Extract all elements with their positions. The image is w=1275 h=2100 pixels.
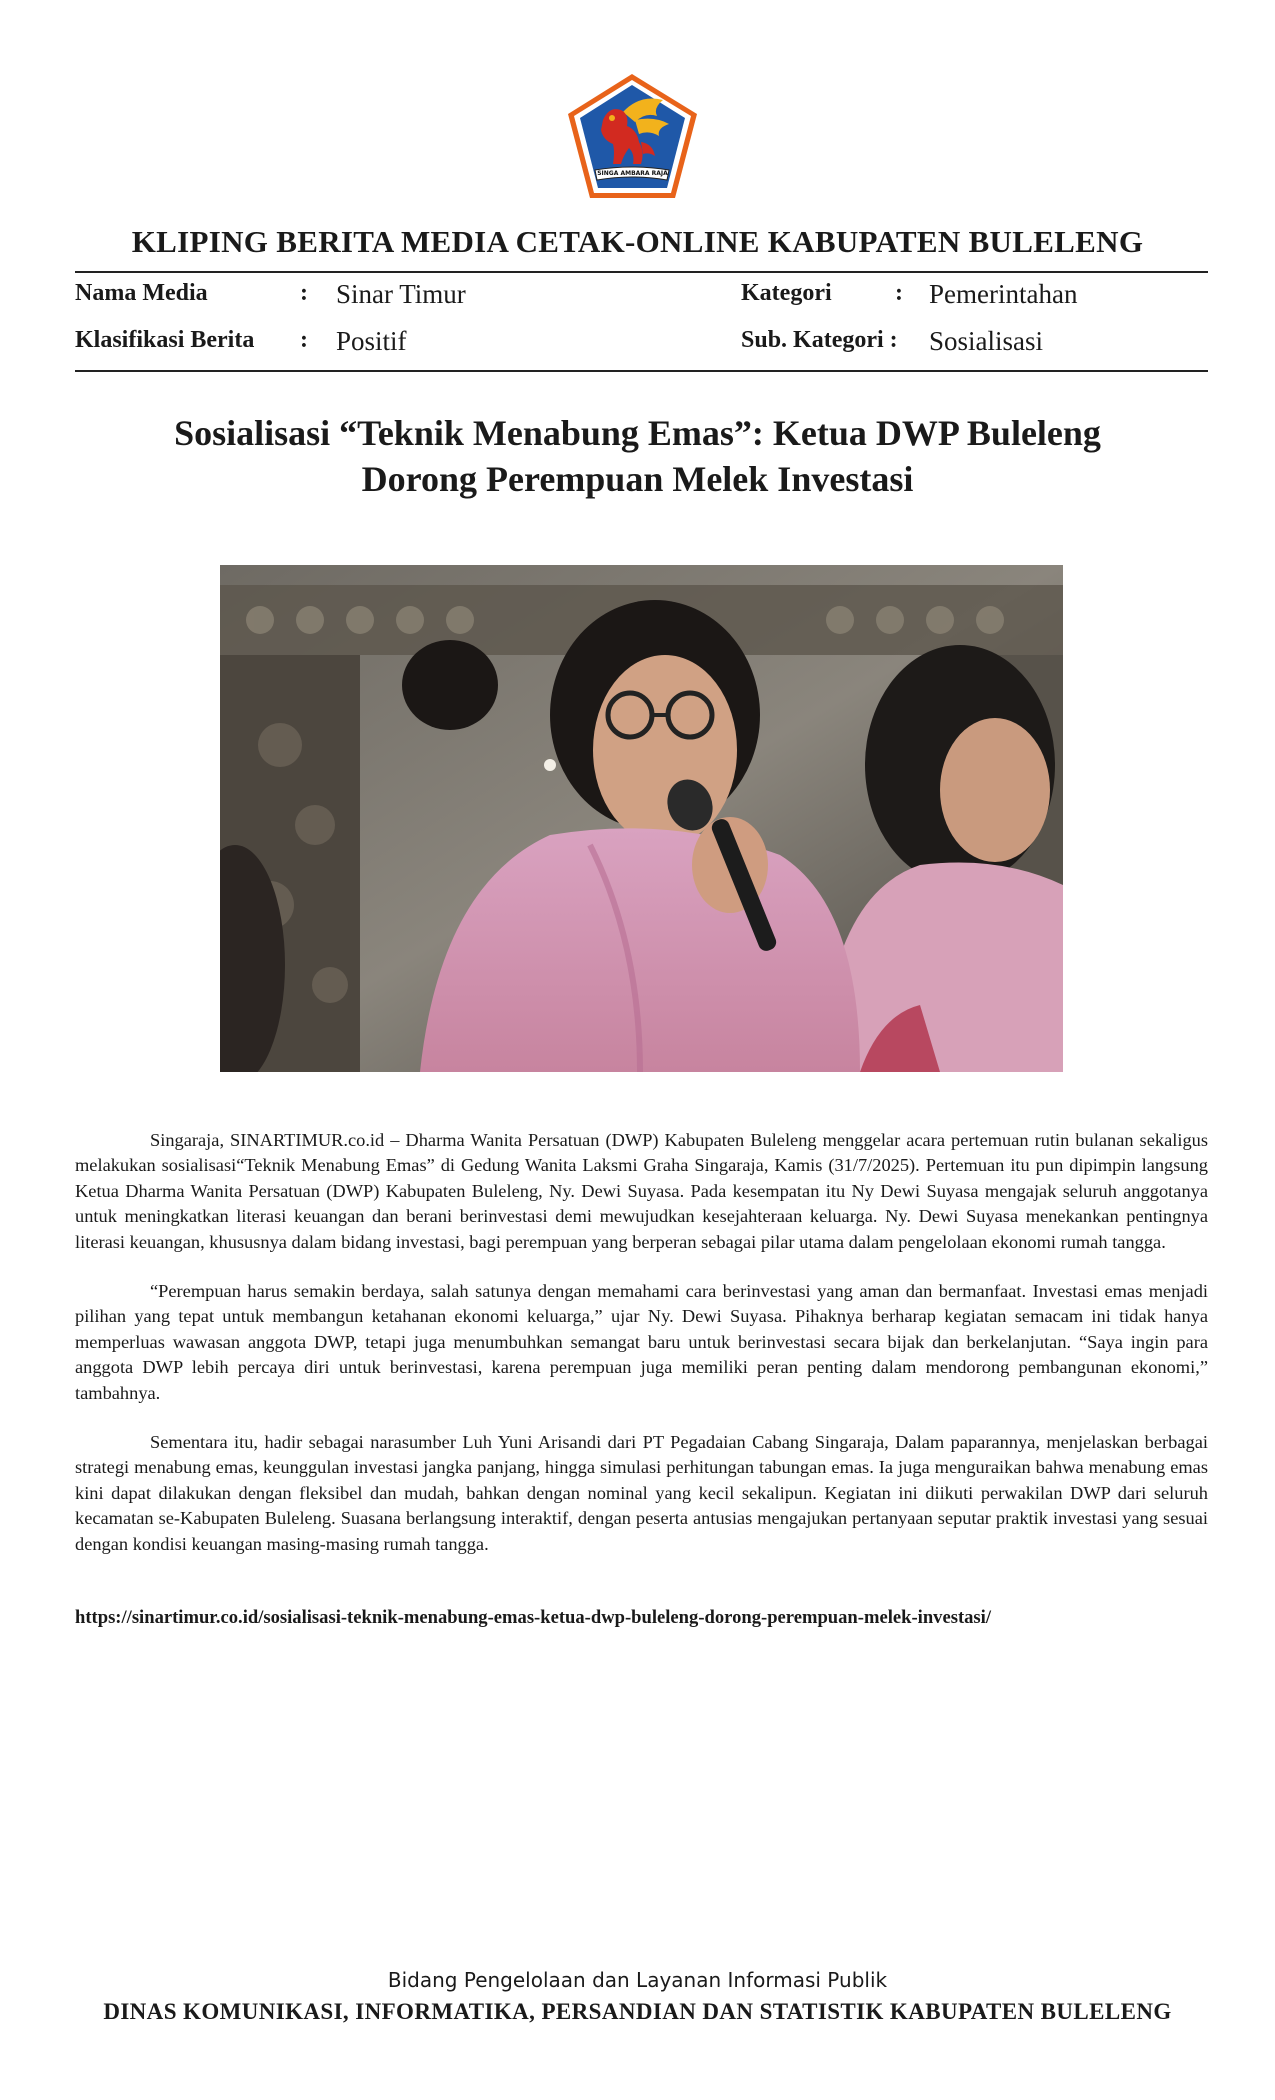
klasifikasi-berita-label: Klasifikasi Berita	[75, 327, 255, 353]
sub-kategori-value: Sosialisasi	[929, 326, 1044, 356]
nama-media-label: Nama Media	[75, 280, 208, 306]
klasifikasi-berita-value: Positif	[336, 326, 407, 356]
article-photo	[220, 565, 1063, 1072]
clipping-header-title: KLIPING BERITA MEDIA CETAK-ONLINE KABUPATEN BULELENG	[131, 224, 1144, 259]
footer-department-title: DINAS KOMUNIKASI, INFORMATIKA, PERSANDIAN DAN STATISTIK KABUPATEN BULELENG	[103, 1999, 1172, 2024]
kategori-label: Kategori	[741, 280, 832, 306]
headline-line-2: Dorong Perempuan Melek Investasi	[361, 459, 914, 499]
headline-line-1: Sosialisasi “Teknik Menabung Emas”: Ketua DWP Buleleng	[174, 413, 1101, 453]
buleleng-crest-logo	[565, 72, 700, 200]
colon: :	[895, 280, 903, 306]
article-paragraph: Sementara itu, hadir sebagai narasumber Luh Yuni Arisandi dari PT Pegadaian Cabang Singaraja, Dalam paparannya, menjelaskan berbagai strategi menabung emas, keunggulan investasi jangka panjang, hingga simulasi perhitungan tabungan emas. Ia juga menguraikan bahwa menabung emas kini dapat dilakukan dengan fleksibel dan mudah, bahkan dengan nominal yang kecil sekalipun. Kegiatan ini diikuti perwakilan DWP dari seluruh kecamatan se-Kabupaten Buleleng. Suasana berlangsung interaktif, dengan peserta antusias mengajukan pertanyaan seputar praktik investasi yang sesuai dengan kondisi keuangan masing-masing rumah tangga.	[75, 1432, 1208, 1554]
colon: :	[300, 280, 308, 306]
article-paragraph: “Perempuan harus semakin berdaya, salah satunya dengan memahami cara berinvestasi yang aman dan bermanfaat. Investasi emas menjadi pilihan yang tepat untuk membangun ketahanan ekonomi keluarga,” ujar Ny. Dewi Suyasa. Pihaknya berharap kegiatan semacam ini tidak hanya memperluas wawasan anggota DWP, tetapi juga menumbuhkan semangat baru untuk berinvestasi secara bijak dan berkelanjutan. “Saya ingin para anggota DWP lebih percaya diri untuk berinvestasi, karena perempuan juga memiliki peran penting dalam mendorong pembangunan ekonomi,” tambahnya.	[75, 1281, 1208, 1403]
nama-media-value: Sinar Timur	[336, 279, 466, 309]
article-paragraph: Singaraja, SINARTIMUR.co.id – Dharma Wanita Persatuan (DWP) Kabupaten Buleleng menggelar acara pertemuan rutin bulanan sekaligus melakukan sosialisasi“Teknik Menabung Emas” di Gedung Wanita Laksmi Graha Singaraja, Kamis (31/7/2025). Pertemuan itu pun dipimpin langsung Ketua Dharma Wanita Persatuan (DWP) Kabupaten Buleleng, Ny. Dewi Suyasa. Pada kesempatan itu Ny Dewi Suyasa mengajak seluruh anggotanya untuk meningkatkan literasi keuangan dan berani berinvestasi demi mewujudkan kesejahteraan keluarga. Ny. Dewi Suyasa menekankan pentingnya literasi keuangan, khususnya dalam bidang investasi, bagi perempuan yang berperan sebagai pilar utama dalam pengelolaan ekonomi rumah tangga.	[75, 1130, 1208, 1252]
footer-subtitle: Bidang Pengelolaan dan Layanan Informasi Publik	[387, 1968, 888, 1992]
header-bottom-rule	[75, 370, 1208, 372]
source-url-link[interactable]: https://sinartimur.co.id/sosialisasi-teknik-menabung-emas-ketua-dwp-buleleng-dorong-perempuan-melek-investasi/	[75, 1607, 991, 1628]
article-headline	[100, 410, 1175, 502]
colon: :	[300, 327, 308, 353]
kategori-value: Pemerintahan	[929, 279, 1078, 309]
logo-motto: SINGA AMBARA RAJA	[597, 170, 668, 177]
header-top-rule	[75, 271, 1208, 273]
article-body	[75, 1128, 1208, 1581]
sub-kategori-label: Sub. Kategori :	[741, 327, 898, 353]
